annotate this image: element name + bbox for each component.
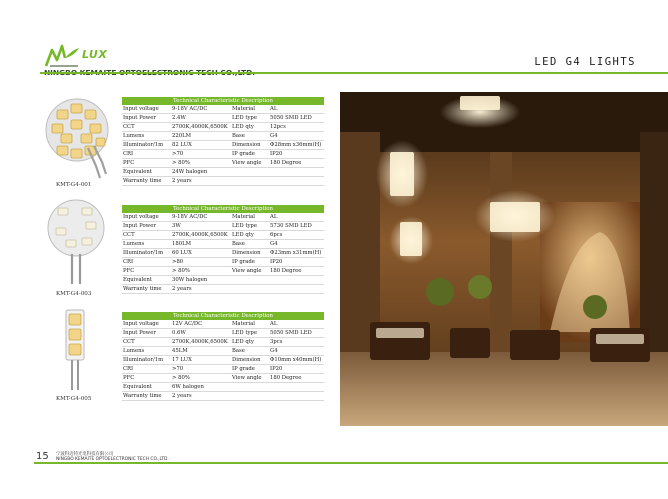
table-row: CCT 2700K,4000K,6500K LED qty 12pcs xyxy=(122,123,324,132)
table-row: PFC > 80% View angle 180 Degree xyxy=(122,374,324,383)
footer-company xyxy=(56,452,169,462)
product-image-kmt-g4-001 xyxy=(44,96,114,180)
table-row: Equivalent 24W halogen xyxy=(122,168,324,177)
spec-table xyxy=(122,205,324,294)
table-row: CCT 2700K,4000K,6500K LED qty 6pcs xyxy=(122,231,324,240)
table-row: Illuminator/1m 17 LUX Dimension Φ10mm x40mm(H) xyxy=(122,356,324,365)
spec-table xyxy=(122,312,324,401)
table-row: CCT 2700K,4000K,6500K LED qty 3pcs xyxy=(122,338,324,347)
table-row: Input voltage 12V AC/DC Material AL xyxy=(122,320,324,329)
table-row: Equivalent 6W halogen xyxy=(122,383,324,392)
table-row: Input Power 3W LED type 5730 SMD LED xyxy=(122,222,324,231)
footer-divider xyxy=(34,462,668,464)
table-row: Input voltage 9-18V AC/DC Material AL xyxy=(122,105,324,114)
footer-company-en: NINGBO KEMAITE OPTOELECTRONIC TECH CO.,LTD. xyxy=(56,457,169,462)
spec-table-title: Technical Characteristic Description xyxy=(122,205,324,213)
page-title: LED G4 LIGHTS xyxy=(534,56,636,68)
table-row: Equivalent 30W halogen xyxy=(122,276,324,285)
logo-leaf-icon xyxy=(44,44,80,68)
table-row: Warranty time 2 years xyxy=(122,177,324,186)
hotel-lobby-photo xyxy=(340,92,668,426)
table-row: Lumens 45LM Base G4 xyxy=(122,347,324,356)
table-row: Warranty time 2 years xyxy=(122,285,324,294)
product-model-kmt-g4-005: KMT-G4-005 xyxy=(56,396,92,402)
table-row: Illuminator/1m 60 LUX Dimension Φ23mm x31mm(H) xyxy=(122,249,324,258)
product-model-kmt-g4-003: KMT-G4-003 xyxy=(56,291,92,297)
header-divider xyxy=(40,72,668,74)
brand-name: LUX xyxy=(82,48,108,61)
product-model-kmt-g4-001: KMT-G4-001 xyxy=(56,182,92,188)
table-row: Input Power 0.6W LED type 5050 SMD LED xyxy=(122,329,324,338)
table-row: CRI >70 IP grade IP20 xyxy=(122,150,324,159)
table-row: Input Power 2.4W LED type 5050 SMD LED xyxy=(122,114,324,123)
table-row: PFC > 80% View angle 180 Degree xyxy=(122,159,324,168)
table-row: PFC > 80% View angle 180 Degree xyxy=(122,267,324,276)
spec-table xyxy=(122,97,324,186)
table-row: CRI >80 IP grade IP20 xyxy=(122,258,324,267)
table-row: Illuminator/1m 82 LUX Dimension Φ28mm x36mm(H) xyxy=(122,141,324,150)
page-number: 15 xyxy=(36,451,49,462)
footer-company-cn: 宁波科迈特光电科技有限公司 xyxy=(56,452,114,457)
product-image-kmt-g4-005 xyxy=(60,308,90,392)
spec-table-title: Technical Characteristic Description xyxy=(122,97,324,105)
table-row: Input voltage 9-18V AC/DC Material AL xyxy=(122,213,324,222)
table-row: CRI >70 IP grade IP20 xyxy=(122,365,324,374)
table-row: Lumens 220LM Base G4 xyxy=(122,132,324,141)
spec-table-title: Technical Characteristic Description xyxy=(122,312,324,320)
table-row: Lumens 180LM Base G4 xyxy=(122,240,324,249)
table-row: Warranty time 2 years xyxy=(122,392,324,401)
product-image-kmt-g4-003 xyxy=(44,198,114,288)
